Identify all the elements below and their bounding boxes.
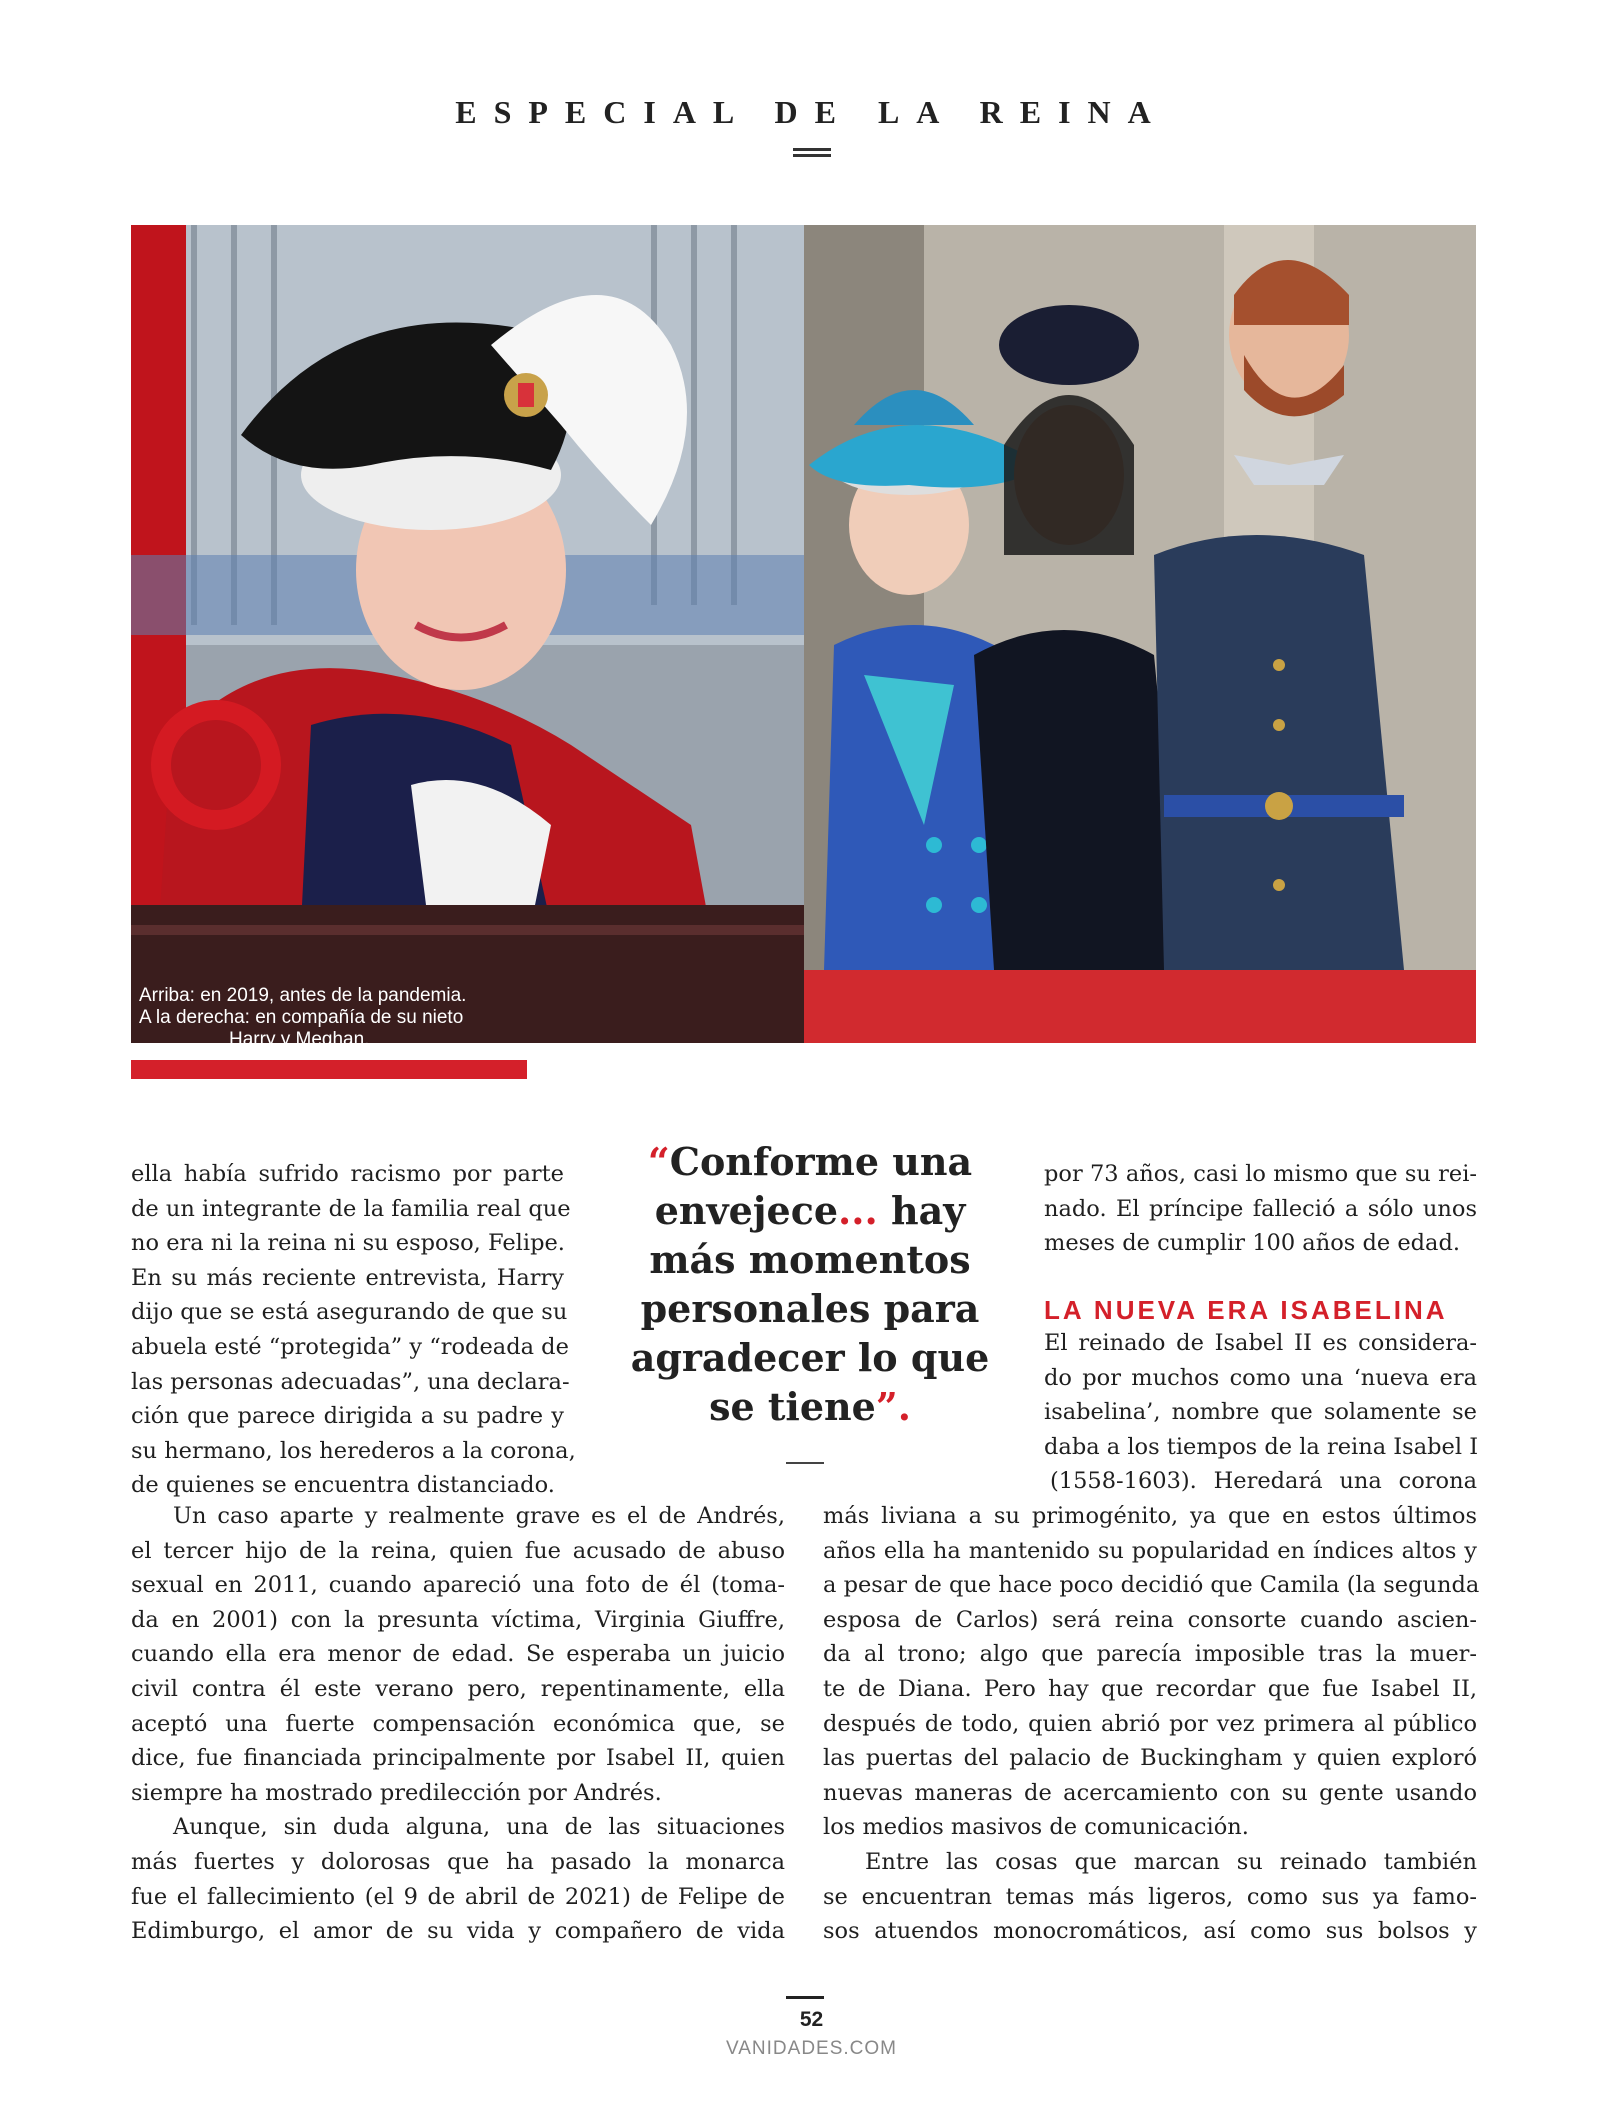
left-line: las personas adecuadas”, una declara-	[131, 1368, 570, 1395]
left-line: ción que parece dirigida a su padre y	[131, 1403, 564, 1430]
quote-close-mark: ”.	[875, 1384, 911, 1429]
left-column	[131, 1157, 576, 1503]
right-line: nado. El príncipe falleció a sólo unos	[1044, 1195, 1477, 1222]
body-line: nuevas maneras de acercamiento con su gente usando	[823, 1779, 1477, 1806]
footer-rule	[786, 1996, 824, 1999]
body-line: Edimburgo, el amor de su vida y compañero de vida	[131, 1918, 785, 1945]
right-line: por 73 años, casi lo mismo que su rei-	[1044, 1161, 1477, 1187]
body-line: fue el fallecimiento (el 9 de abril de 2021) de Felipe de	[131, 1883, 785, 1910]
quote-rule	[786, 1462, 824, 1464]
body-line: dice, fue financiada principalmente por Isabel II, quien	[131, 1745, 785, 1772]
header-rule-top	[793, 148, 831, 151]
body-line: Un caso aparte y realmente grave es el de Andrés,	[173, 1503, 785, 1529]
body-line: da al trono; algo que parecía imposible tras la muer-	[823, 1641, 1477, 1668]
quote-text-2: hay más momentos personales para agradecer lo que se tiene	[630, 1188, 990, 1429]
caption-line-1: Arriba: en 2019, antes de la pandemia.	[139, 985, 467, 1006]
lower-left-column	[131, 1499, 785, 1949]
body-line: sexual en 2011, cuando apareció una foto de él (toma-	[131, 1572, 785, 1599]
body-line: los medios masivos de comunicación.	[823, 1814, 1249, 1841]
section-title: ESPECIAL DE LA REINA	[455, 94, 1168, 130]
right-line: meses de cumplir 100 años de edad.	[1044, 1230, 1461, 1257]
left-line: de quienes se encuentra distanciado.	[131, 1472, 555, 1499]
queen-garter-photo	[131, 225, 804, 1043]
left-line: abuela esté “protegida” y “rodeada de	[131, 1333, 569, 1360]
left-line: En su más reciente entrevista, Harry	[131, 1264, 564, 1291]
caption-line-3: Harry y Meghan.	[229, 1029, 370, 1050]
body-line: más liviana a su primogénito, ya que en estos últimos	[823, 1503, 1477, 1529]
left-line: ella había sufrido racismo por parte	[131, 1161, 564, 1187]
body-line: da en 2001) con la presunta víctima, Virginia Giuffre,	[131, 1606, 785, 1633]
left-line: de un integrante de la familia real que	[131, 1195, 571, 1222]
body-line: a pesar de que hace poco decidió que Camila (la segunda	[823, 1572, 1480, 1599]
quote-ellipsis: ...	[838, 1188, 878, 1233]
site-url: VANIDADES.COM	[725, 2038, 897, 2059]
body-line: cuando ella era menor de edad. Se esperaba un juicio	[131, 1641, 785, 1668]
body-line: el tercer hijo de la reina, quien fue acusado de abuso	[131, 1537, 785, 1564]
right-line: isabelina’, nombre que solamente se	[1044, 1399, 1477, 1426]
quote-text: Conforme una envejece	[654, 1139, 973, 1233]
right-top-column	[1044, 1157, 1477, 1261]
body-line: años ella ha mantenido su popularidad en índices altos y	[823, 1537, 1477, 1564]
body-line: después de todo, quien abrió por vez primera al público	[823, 1710, 1477, 1737]
quote-open-mark: “	[647, 1139, 670, 1184]
left-line: su hermano, los herederos a la corona,	[131, 1437, 576, 1464]
pull-quote	[620, 1137, 1000, 1431]
left-line: dijo que se está asegurando de que su	[131, 1299, 568, 1326]
body-line: civil contra él este verano pero, repentinamente, ella	[131, 1675, 785, 1702]
photo-caption	[131, 985, 527, 1078]
body-line: sos atuendos monocromáticos, así como sus bolsos y	[823, 1918, 1477, 1945]
left-line: no era ni la reina ni su esposo, Felipe.	[131, 1230, 565, 1257]
page-number: 52	[799, 2008, 824, 2031]
right-line: daba a los tiempos de la reina Isabel I	[1044, 1433, 1479, 1460]
body-line: te de Diana. Pero hay que recordar que fue Isabel II,	[823, 1675, 1477, 1702]
header-rule-bottom	[793, 154, 831, 157]
body-line: más fuertes y dolorosas que ha pasado la monarca	[131, 1848, 785, 1875]
body-line: esposa de Carlos) será reina consorte cuando ascien-	[823, 1606, 1477, 1633]
body-line: aceptó una fuerte compensación económica que, se	[131, 1710, 785, 1737]
right-mid-column	[1044, 1326, 1477, 1499]
body-line: se encuentran temas más ligeros, como sus ya famo-	[823, 1883, 1477, 1910]
body-line: las puertas del palacio de Buckingham y quien exploró	[823, 1745, 1477, 1772]
right-line: El reinado de Isabel II es considera-	[1044, 1330, 1477, 1356]
queen-harry-meghan-photo	[804, 225, 1476, 1043]
right-line: (1558-1603). Heredará una corona	[1050, 1468, 1477, 1495]
body-line: Entre las cosas que marcan su reinado también	[865, 1848, 1477, 1875]
section-subhead: LA NUEVA ERA ISABELINA	[1044, 1295, 1448, 1325]
caption-line-2: A la derecha: en compañía de su nieto	[139, 1007, 464, 1028]
right-line: do por muchos como una ‘nueva era	[1044, 1364, 1477, 1391]
lower-right-column	[823, 1499, 1480, 1949]
body-line: siempre ha mostrado predilección por Andrés.	[131, 1779, 662, 1806]
body-line: Aunque, sin duda alguna, una de las situaciones	[173, 1814, 785, 1841]
